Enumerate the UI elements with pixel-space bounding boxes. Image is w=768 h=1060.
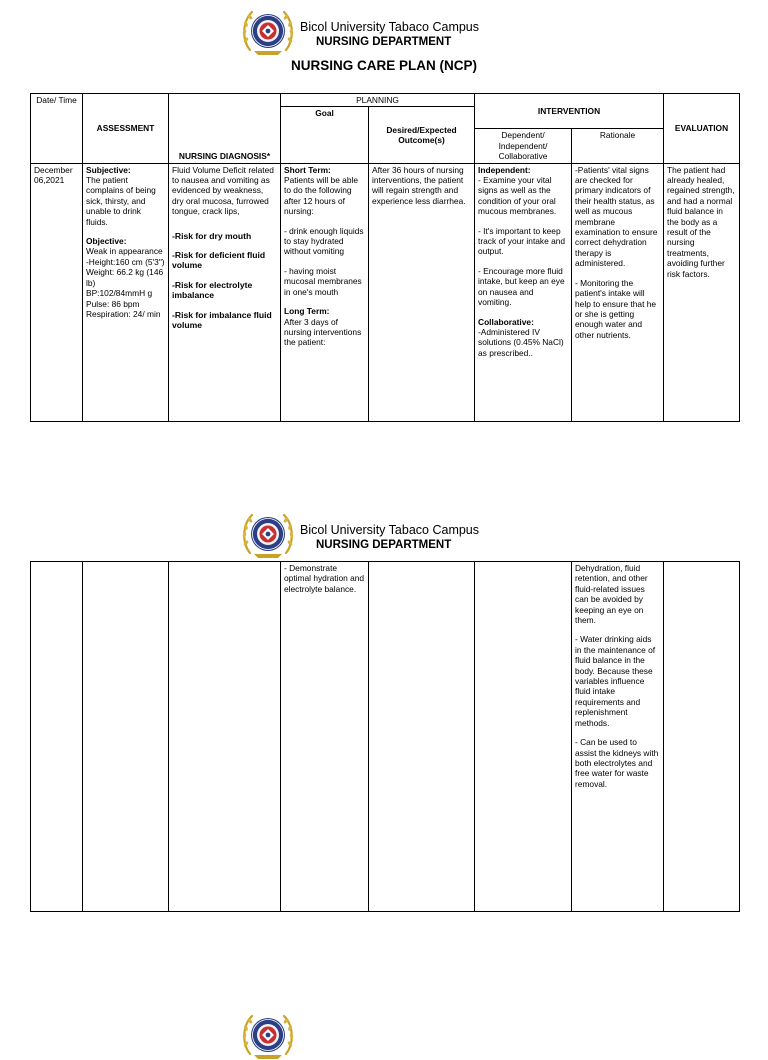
objective-line: BP:102/84mmH g — [86, 288, 153, 299]
header-dependent: Dependent/ Independent/ Collaborative — [475, 129, 572, 163]
header-evaluation: EVALUATION — [664, 94, 740, 164]
objective-line: Weak in appearance — [86, 246, 163, 257]
university-seal-icon — [240, 6, 296, 56]
collaborative-text: -Administered IV solutions (0.45% NaCl) as prescribed.. — [478, 326, 564, 358]
page1-header — [0, 6, 768, 56]
objective-label: Objective: — [86, 236, 127, 247]
rationale-item: - Monitoring the patient's intake will help to ensure that he or she is getting enough water and other nutrients. — [575, 277, 657, 340]
rationale-item: - Can be used to assist the kidneys with both electrolytes and free water for waste removal. — [575, 737, 659, 789]
independent-label: Independent: — [478, 164, 531, 175]
assessment-cell — [83, 163, 169, 421]
rationale-item: - Water drinking aids in the maintenance of fluid balance in the body. Because these variables influence fluid intake requirements and replenishment methods. — [575, 634, 656, 728]
goal-item: - drink enough liquids to stay hydrated without vomiting — [284, 225, 364, 257]
outcome-cell: After 36 hours of nursing interventions, the patient will regain strength and experience less diarrhea. — [369, 163, 475, 421]
header-goal: Goal — [281, 107, 369, 163]
university-name: Bicol University Tabaco Campus — [300, 523, 480, 537]
rationale-item: -Patients' vital signs are checked for primary indicators of their health status, as well as mucous membrane examination to ensure correct dehydration therapy is administered. — [575, 164, 658, 269]
evaluation-cell — [664, 562, 740, 912]
evaluation-cell: The patient had already healed, regained strength, and had a normal fluid balance in the body as a result of the nursing treatments, avoiding further risk factors. — [664, 163, 740, 421]
intervention-item: - It's important to keep track of your intake and output. — [478, 225, 566, 257]
rationale-cell — [572, 163, 664, 421]
header-date-time: Date/ Time — [31, 94, 83, 164]
page3-header — [0, 1010, 768, 1060]
date-cell — [31, 562, 83, 912]
intervention-cell — [475, 562, 572, 912]
goal-cell: - Demonstrate optimal hydration and electrolyte balance. — [281, 562, 369, 912]
header-intervention: INTERVENTION — [475, 94, 664, 129]
header-desired-outcomes: Desired/Expected Outcome(s) — [369, 107, 475, 163]
short-term-text: Patients will be able to do the following after 12 hours of nursing: — [284, 175, 359, 217]
diagnosis-cell — [169, 562, 281, 912]
goal-cell — [281, 163, 369, 421]
rationale-cell — [572, 562, 664, 912]
risk-item: -Risk for dry mouth — [172, 230, 252, 241]
objective-line: Respiration: 24/ min — [86, 308, 161, 319]
care-plan-table-continued — [30, 561, 740, 912]
outcome-cell — [369, 562, 475, 912]
page-title: NURSING CARE PLAN (NCP) — [290, 58, 477, 73]
rationale-item: Dehydration, fluid retention, and other fluid-related issues can be avoided by keeping an eye on them. — [575, 563, 648, 626]
date-cell: December 06,2021 — [31, 163, 83, 421]
objective-line: -Height:160 cm (5'3") — [86, 256, 165, 267]
university-name: Bicol University Tabaco Campus — [300, 20, 480, 34]
subjective-text: The patient complains of being sick, thirsty, and unable to drink fluids. — [86, 175, 156, 227]
department-name: NURSING DEPARTMENT — [316, 36, 452, 48]
risk-item: -Risk for imbalance fluid volume — [172, 309, 272, 331]
intervention-item: - Examine your vital signs as well as the condition of your oral mucous membranes. — [478, 175, 557, 217]
long-term-text: After 3 days of nursing interventions the patient: — [284, 316, 362, 348]
intervention-cell — [475, 163, 572, 421]
collaborative-label: Collaborative: — [478, 316, 534, 327]
long-term-label: Long Term: — [284, 306, 330, 317]
assessment-cell — [83, 562, 169, 912]
header-rationale: Rationale — [572, 129, 664, 163]
short-term-label: Short Term: — [284, 164, 331, 175]
care-plan-table — [30, 93, 740, 422]
risk-item: -Risk for electrolyte imbalance — [172, 279, 253, 301]
header-planning: PLANNING — [281, 94, 475, 107]
diagnosis-main: Fluid Volume Deficit related to nausea and vomiting as evidenced by weakness, dry oral mucosa, furrowed tongue, crack lips, — [172, 164, 274, 217]
header-assessment: ASSESSMENT — [83, 94, 169, 164]
diagnosis-cell — [169, 163, 281, 421]
subjective-label: Subjective: — [86, 164, 131, 175]
objective-line: Weight: 66.2 kg (146 lb) — [86, 267, 164, 288]
goal-item: - having moist mucosal membranes in one's mouth — [284, 265, 362, 297]
university-seal-icon — [240, 1010, 296, 1060]
objective-line: Pulse: 86 bpm — [86, 298, 140, 309]
header-nursing-diagnosis: NURSING DIAGNOSIS* — [169, 94, 281, 164]
intervention-item: - Encourage more fluid intake, but keep an eye on nausea and vomiting. — [478, 265, 565, 308]
department-name: NURSING DEPARTMENT — [316, 539, 452, 551]
page2-header — [0, 509, 768, 559]
university-seal-icon — [240, 509, 296, 559]
risk-item: -Risk for deficient fluid volume — [172, 250, 266, 271]
